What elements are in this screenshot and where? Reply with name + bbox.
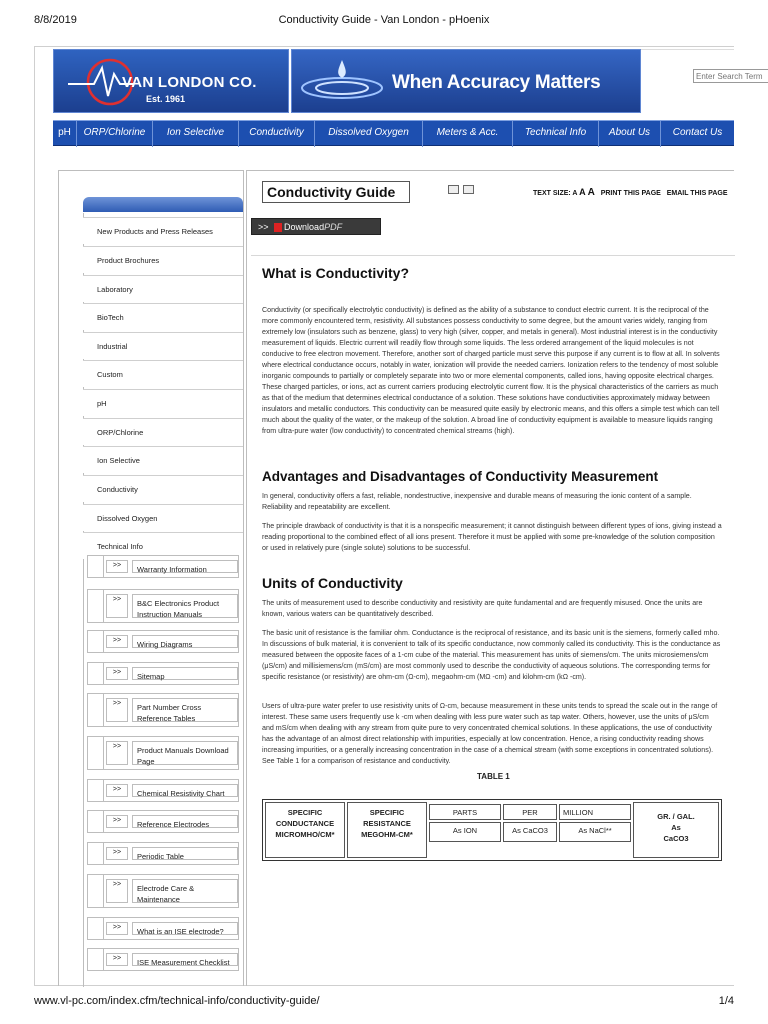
logo[interactable] — [53, 49, 289, 113]
email-icon[interactable] — [463, 185, 474, 194]
site-banner — [53, 49, 734, 113]
heading-units: Units of Conductivity — [262, 575, 403, 591]
arrow-icon: >> — [106, 560, 128, 573]
table-header-conductance: SPECIFIC CONDUCTANCE MICROMHO/CM* — [265, 802, 345, 858]
search-input[interactable] — [693, 69, 768, 83]
sidebar-item-custom[interactable]: Custom — [83, 360, 243, 387]
conductivity-table — [262, 799, 722, 861]
para-what-is-conductivity: Conductivity (or specifically electrolytic conductivity) is defined as the ability of a substance to conduct electric current. It is the reciprocal of the more commonly encountered term, resistivity. All substances possess conductivity to some degree, but the amount varies widely, ranging from extremely low (insulators such as benzene, glass) to very high (silver, copper, and metals in general). Most industrial interest is in the conductivity measurement of liquids. Electric current will readily flow through some liquids. The less ordered arrangement of the liquid molecules is not conducive to free electron movement. Therefore, another sort of charged particle must serve this purpose if any current is to flow at all. In solvents where electrical conductance occurs, notably in water, ionization will provide the needed carriers. Ionization refers to the tendency of most soluble inorganic compounds to partially or completely separate into two or more elemental components, called ions, having opposite electrical charges. These charged particles, or ions, act as current carriers producing electrolytic current flow. It is the physical characteristics of the carriers as much as that of the medium that determines electrical conductance of a solution. These solutions have conductivities approximately midway between insulators and metallic conductors. This conductivity can be measured quite easily by electronic means, and this offers a simple test which can tell much about the quality of the water, or the makeup of the solution. A broad line of conductivity equipment is available to measure liquids ranging from ultra-pure water (low conductivity) to concentrated chemical streams (high). — [262, 306, 720, 435]
para-units-1: The units of measurement used to describe conductivity and resistivity are quite fundamental and are frequently misused. Once the units are known, various waters can be quantitatively described. — [262, 599, 703, 618]
table-sub-nacl: As NaCl** — [559, 822, 631, 842]
nav-dissolved-oxygen[interactable]: Dissolved Oxygen — [315, 121, 423, 147]
main-content — [246, 170, 734, 986]
text-size-medium[interactable]: A — [579, 187, 586, 197]
table-sub-ion: As ION — [429, 822, 501, 842]
arrow-icon: >> — [106, 879, 128, 903]
para-advantages-1: In general, conductivity offers a fast, reliable, nondestructive, inexpensive and durable means of measuring the ionic content of a sample. Reliability and repeatability are excellent. — [262, 492, 692, 511]
table-caption: TABLE 1 — [477, 772, 510, 781]
arrow-icon: >> — [106, 815, 128, 828]
sidebar-item-brochures[interactable]: Product Brochures — [83, 246, 243, 273]
table-header-resistance: SPECIFIC RESISTANCE MEGOHM-CM* — [347, 802, 427, 858]
arrow-icon: >> — [106, 741, 128, 765]
table-header-gr-gal: GR. / GAL. As CaCO3 — [633, 802, 719, 858]
email-page-link[interactable]: EMAIL THIS PAGE — [666, 190, 728, 197]
nav-ion-selective[interactable]: Ion Selective — [153, 121, 239, 147]
page-tools: TEXT SIZE: A A A PRINT THIS PAGE EMAIL THIS PAGE — [533, 187, 728, 198]
table-header-per: PER — [503, 804, 557, 820]
sidebar-item-biotech[interactable]: BioTech — [83, 303, 243, 330]
nav-about-us[interactable]: About Us — [599, 121, 661, 147]
print-title: Conductivity Guide - Van London - pHoenix — [278, 14, 490, 26]
subitem-sitemap[interactable]: >> Sitemap — [87, 662, 239, 685]
table-header-parts: PARTS — [429, 804, 501, 820]
sidebar-item-orp[interactable]: ORP/Chlorine — [83, 418, 243, 445]
sidebar-item-technical-info[interactable]: Technical Info — [83, 532, 243, 559]
brand-name: VAN LONDON CO. — [122, 74, 257, 91]
para-advantages-2: The principle drawback of conductivity is that it is a nonspecific measurement; it cannot distinguish between different types of ions, giving instead a reading proportional to the combined effect of all ions present. Therefore it must be applied with some pre-knowledge of the solution composition or used in relatively pure (single solute) solutions to be successful. — [262, 522, 722, 552]
print-date: 8/8/2019 — [34, 14, 77, 26]
text-size-small[interactable]: A — [572, 190, 578, 197]
print-page-link[interactable]: PRINT THIS PAGE — [600, 190, 661, 197]
sidebar-item-new-products[interactable]: New Products and Press Releases — [83, 217, 243, 244]
nav-meters-acc[interactable]: Meters & Acc. — [423, 121, 513, 147]
tagline-panel — [291, 49, 641, 113]
subitem-manuals-download[interactable]: >> Product Manuals Download Page — [87, 736, 239, 770]
table-sub-caco3: As CaCO3 — [503, 822, 557, 842]
sidebar-item-conductivity[interactable]: Conductivity — [83, 475, 243, 502]
page-title: Conductivity Guide — [262, 181, 410, 203]
main-nav — [53, 120, 734, 146]
nav-contact-us[interactable]: Contact Us — [672, 127, 723, 138]
heading-advantages: Advantages and Disadvantages of Conductivity Measurement — [262, 469, 659, 484]
subitem-cross-reference[interactable]: >> Part Number Cross Reference Tables — [87, 693, 239, 727]
subitem-electrode-care[interactable]: >> Electrode Care & Maintenance — [87, 874, 239, 908]
tagline: When Accuracy Matters — [392, 72, 601, 93]
print-url: www.vl-pc.com/index.cfm/technical-info/conductivity-guide/ — [34, 995, 320, 1007]
arrow-icon: >> — [106, 635, 128, 648]
arrow-icon: >> — [106, 698, 128, 722]
subitem-wiring[interactable]: >> Wiring Diagrams — [87, 630, 239, 653]
para-units-2: The basic unit of resistance is the familiar ohm. Conductance is the reciprocal of resistance, and its basic unit is the siemens, formerly called mho. In discussions of bulk material, it is convenient to talk of its specific conductance, now commonly called its conductivity. This is the conductance as measured between the opposite faces of a 1-cm cube of the material. This measurement has units of siemens/cm. The units microsiemens/cm (μS/cm) and millisiemens/cm (mS/cm) are most commonly used to describe the conductivity of aqueous solutions. The corresponding terms for specific resistance (or resistivity) are ohm-cm (Ω-cm), megaohm-cm (MΩ -cm) and kilohm-cm (kΩ -cm). — [262, 629, 721, 681]
arrow-icon: >> — [106, 667, 128, 680]
subitem-reference-electrodes[interactable]: >> Reference Electrodes — [87, 810, 239, 833]
water-drop-icon — [298, 50, 388, 114]
download-pdf-button[interactable]: >> DownloadPDF — [251, 218, 381, 235]
subitem-ise-electrode[interactable]: >> What is an ISE electrode? — [87, 917, 239, 940]
sidebar-item-dissolved-oxygen[interactable]: Dissolved Oxygen — [83, 504, 243, 531]
sidebar — [58, 170, 244, 986]
arrow-icon: >> — [106, 847, 128, 860]
subitem-manuals[interactable]: >> B&C Electronics Product Instruction Manuals — [87, 589, 239, 623]
print-page-number: 1/4 — [718, 995, 734, 1007]
sidebar-item-ion-selective[interactable]: Ion Selective — [83, 446, 243, 473]
arrow-icon: >> — [106, 922, 128, 935]
subitem-ise-checklist[interactable]: >> ISE Measurement Checklist — [87, 948, 239, 971]
text-size-large[interactable]: A — [587, 187, 595, 198]
sidebar-header — [83, 197, 243, 212]
sidebar-item-laboratory[interactable]: Laboratory — [83, 275, 243, 302]
nav-orp-chlorine[interactable]: ORP/Chlorine — [77, 121, 153, 147]
divider — [251, 255, 735, 256]
sidebar-item-industrial[interactable]: Industrial — [83, 332, 243, 359]
subitem-resistivity-chart[interactable]: >> Chemical Resistivity Chart — [87, 779, 239, 802]
brand-est: Est. 1961 — [146, 94, 186, 104]
para-units-3: Users of ultra-pure water prefer to use resistivity units of Ω-cm, because measurement in these units tends to spread the scale out in the range of interest. These same users frequently use k -cm when dealing with less pure water such as tap water. Others, however, use the units of μS/cm and mS/cm when dealing with any stream from quite pure to very concentrated chemical solutions. In these applications, the use of conductivity has the advantage of an almost direct relationship with impurities, especially at low concentration. Hence, a rising conductivity reading shows increasing impurities, or a generally increasing concentration in the case of a chemical stream (with some exceptions in concentrated solutions). See Table 1 for a comparison of resistance and conductivity. — [262, 702, 718, 765]
search-area — [641, 49, 734, 113]
table-header-million: MILLION — [559, 804, 631, 820]
nav-ph[interactable]: pH — [53, 121, 77, 147]
nav-technical-info[interactable]: Technical Info — [513, 121, 599, 147]
nav-conductivity[interactable]: Conductivity — [239, 121, 315, 147]
arrow-icon: >> — [106, 594, 128, 618]
pdf-icon — [274, 223, 282, 232]
subitem-warranty[interactable]: >> Warranty Information — [87, 555, 239, 578]
heading-what-is-conductivity: What is Conductivity? — [262, 265, 409, 281]
sidebar-item-ph[interactable]: pH — [83, 389, 243, 416]
print-icon[interactable] — [448, 185, 459, 194]
subitem-periodic-table[interactable]: >> Periodic Table — [87, 842, 239, 865]
arrow-icon: >> — [106, 784, 128, 797]
arrow-icon: >> — [106, 953, 128, 966]
